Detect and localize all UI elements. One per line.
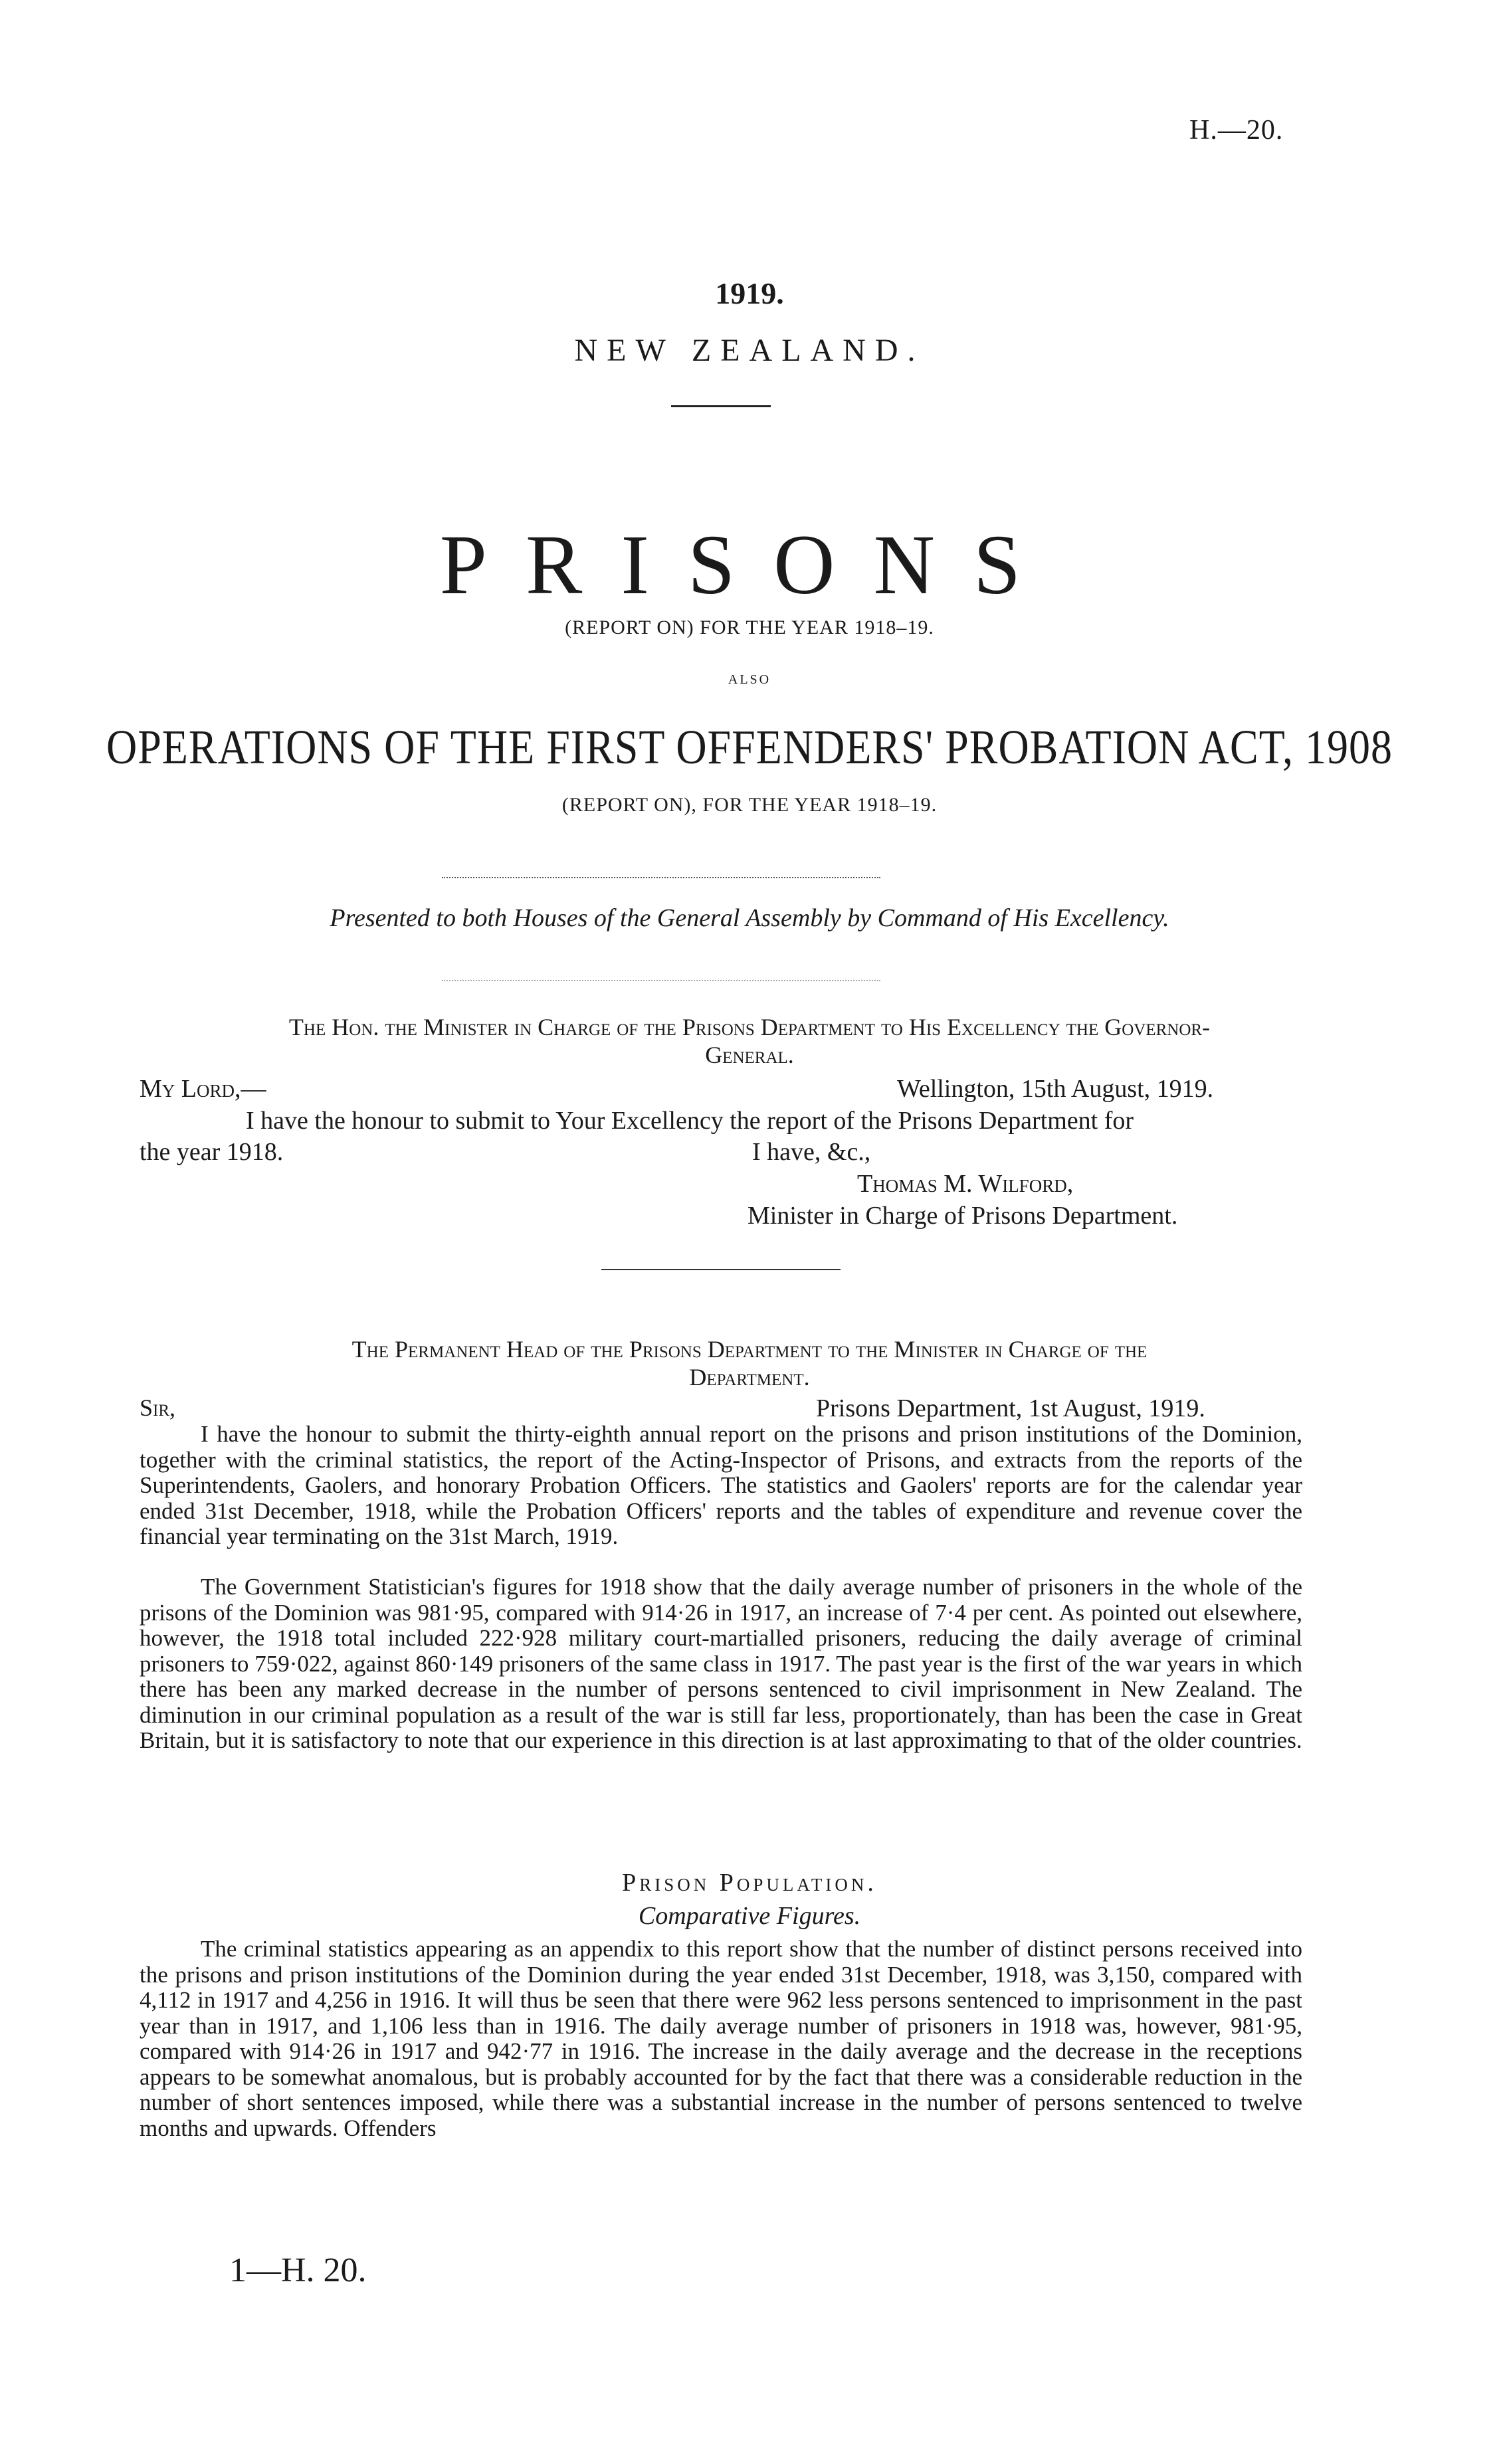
title-rule (671, 405, 771, 407)
letter-2-paragraph-2: The Government Statistician's figures for 1918 show that the daily average number of prisoners in the whole of the prisons of the Dominion was 981·95, compared with 914·26 in 1917, an increase of 7·4 per cent. As pointed out elsewhere, however, the 1918 total included 222·928 military court-martialled prisoners, reducing the daily average of criminal prisoners to 759·022, against 860·149 prisoners of the same class in 1917. The past year is the first of the war years in which there has been any marked decrease in the number of persons sentenced to civil imprisonment in New Zealand. The diminution in our criminal population as a result of the war is still far less, proportionately, than has been the case in Great Britain, but it is satisfactory to note that our experience in this direction is at last approximating to that of the older countries. (140, 1574, 1302, 1753)
letter-2-address-line-2: Department. (689, 1364, 810, 1390)
section-paragraph-1: The criminal statistics appearing as an appendix to this report show that the number of distinct persons received into the prisons and prison institutions of the Dominion during the year ended 31st December, 1918, was 3,150, compared with 4,112 in 1917 and 4,256 in 1916. It will thus be seen that there were 962 less persons sentenced to imprisonment in the past year than in 1917, and 1,106 less than in 1916. The daily average number of prisoners in 1918 was, however, 981·95, compared with 914·26 in 1917 and 942·77 in 1916. The increase in the daily average and the decrease in the receptions appears to be somewhat anomalous, but is probably accounted for by the fact that there was a considerable reduction in the number of short sentences imposed, while there was a substantial increase in the number of persons sentenced to twelve months and upwards. Offenders (140, 1936, 1302, 2141)
letter-2-address-line-1: The Permanent Head of the Prisons Department to the Minister in Charge of the (351, 1336, 1148, 1363)
presented-line: Presented to both Houses of the General Assembly by Command of His Excellency. (330, 904, 1169, 932)
letter-1-body-line-1: I have the honour to submit to Your Excellency the report of the Prisons Department for (246, 1107, 1134, 1135)
signature-mark: 1—H. 20. (229, 2251, 367, 2289)
letter-1-address-line-2: General. (705, 1042, 794, 1068)
letter-1-salutation: My Lord,— (140, 1075, 266, 1103)
letter-1-address-line-1: The Hon. the Minister in Charge of the Prisons Department to His Excellency the Governor- (288, 1014, 1211, 1040)
subtitle-report-year: (REPORT ON) FOR THE YEAR 1918–19. (565, 616, 934, 638)
main-title: PRISONS (439, 518, 1060, 612)
letter-1-closing: I have, &c., (752, 1138, 871, 1166)
section-heading: Prison Population. (622, 1869, 877, 1897)
letter-2-salutation: Sir, (140, 1394, 176, 1421)
also-label: ALSO (728, 672, 771, 687)
letter-1-signature-title: Minister in Charge of Prisons Department. (748, 1202, 1178, 1230)
probation-act-title: OPERATIONS OF THE FIRST OFFENDERS' PROBATION ACT, 1908 (106, 719, 1393, 775)
presented-rule-top (442, 877, 880, 878)
letter-1-body-line-2: the year 1918. (140, 1138, 284, 1166)
section-subheading: Comparative Figures. (638, 1902, 861, 1930)
letter-1-signature: Thomas M. Wilford, (857, 1170, 1074, 1198)
subtitle-report-on: (REPORT ON), FOR THE YEAR 1918–19. (561, 794, 938, 816)
section-rule-1 (601, 1269, 841, 1270)
document-code: H.—20. (1189, 115, 1284, 145)
letter-2-paragraph-1: I have the honour to submit the thirty-eighth annual report on the prisons and prison institutions of the Dominion, together with the criminal statistics, the report of the Acting-Inspector of Prisons, and extracts from the reports of the Superintendents, Gaolers, and honorary Probation Officers. The statistics and Gaolers' reports are for the calendar year ended 31st December, 1918, while the Probation Officers' reports and the tables of expenditure and revenue cover the financial year terminating on the 31st March, 1919. (140, 1421, 1302, 1549)
letter-1-place-date: Wellington, 15th August, 1919. (897, 1075, 1214, 1103)
presented-rule-bottom (442, 980, 880, 981)
year-heading: 1919. (715, 276, 784, 310)
country-heading: NEW ZEALAND. (574, 333, 925, 368)
letter-2-place-date: Prisons Department, 1st August, 1919. (816, 1394, 1205, 1422)
